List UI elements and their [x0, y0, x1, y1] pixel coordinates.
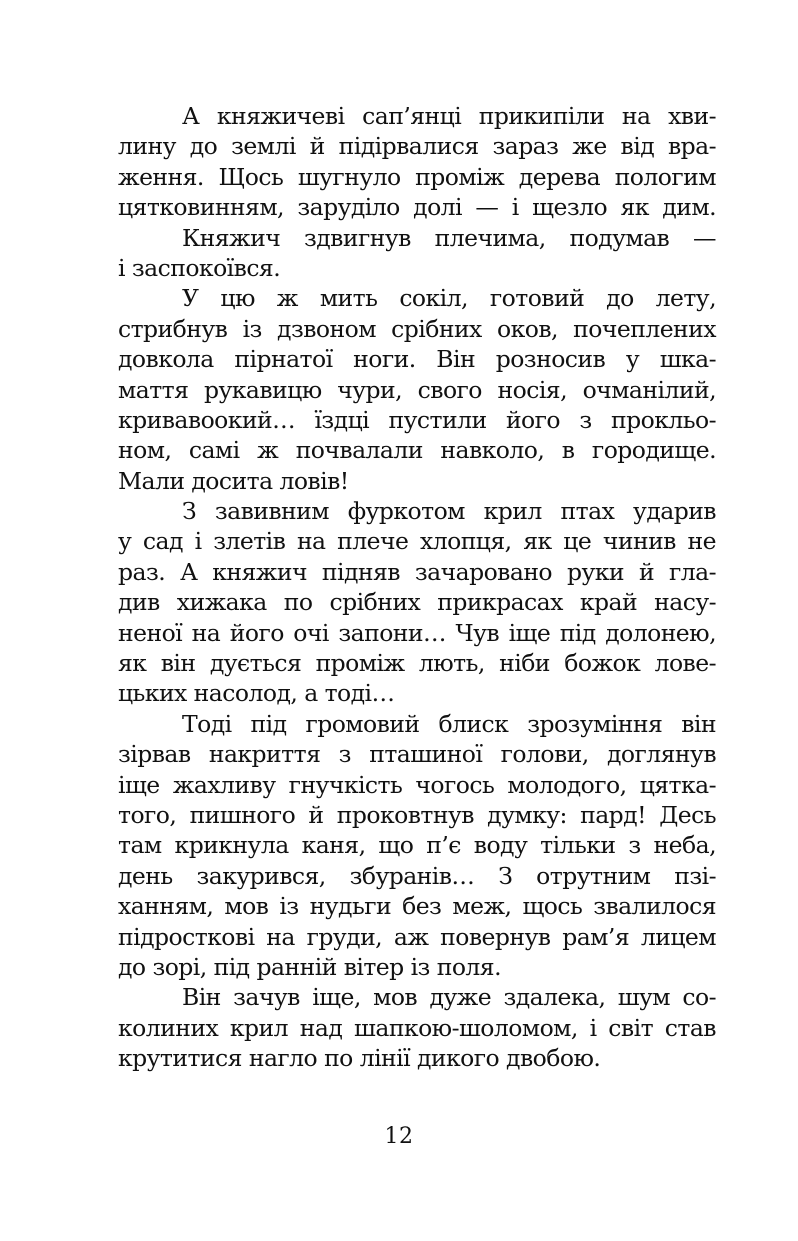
text-line: крутитися нагло по лінії дикого двобою. — [118, 1044, 601, 1073]
text-line: маття рукавицю чури, свого носія, очманілий, — [118, 375, 716, 404]
text-line: лину до землі й підірвалися зараз же від вра- — [118, 132, 716, 161]
text-line: ханням, мов із нудьги без меж, щось звалилося — [118, 892, 716, 921]
paragraph — [118, 223, 716, 284]
text-line: стрибнув із дзвоном срібних оков, почеплених — [118, 314, 716, 343]
text-line: довкола пірнатої ноги. Він розносив у шка- — [118, 345, 716, 374]
text-line: А княжичеві сап’янці прикипіли на хви- — [182, 102, 716, 130]
text-line: день закурився, збуранів… З отрутним пзі- — [118, 861, 716, 890]
paragraph — [118, 496, 716, 709]
text-line: того, пишного й проковтнув думку: пард! Десь — [118, 800, 716, 829]
text-line: підросткові на груди, аж повернув рам’я лицем — [118, 922, 716, 951]
text-line: і заспокоївся. — [118, 253, 281, 282]
text-line: як він дується проміж лють, ніби божок лове- — [118, 649, 716, 678]
text-line: у сад і злетів на плече хлопця, як це чинив не — [118, 527, 716, 556]
paragraph — [118, 982, 716, 1073]
text-line: Він зачув іще, мов дуже здалека, шум со- — [182, 983, 716, 1012]
text-line: раз. А княжич підняв зачаровано руки й гла- — [118, 557, 716, 586]
text-line: там крикнула каня, що п’є воду тільки з неба, — [118, 831, 716, 860]
text-line: зірвав накриття з пташиної голови, доглянув — [118, 740, 716, 769]
text-line: цятковинням, заруділо долі — і щезло як дим. — [118, 193, 716, 222]
body-text — [118, 101, 716, 1074]
paragraph — [118, 709, 716, 983]
paragraph — [118, 283, 716, 496]
text-line: кривавоокий… їздці пустили його з прокльо- — [118, 405, 716, 434]
paragraph — [118, 101, 716, 223]
text-line: цьких насолод, а тоді… — [118, 679, 395, 708]
text-line: Тоді під громовий блиск зрозуміння він — [182, 709, 716, 738]
text-line: див хижака по срібних прикрасах край насу- — [118, 588, 716, 617]
text-line: колиних крил над шапкою-шоломом, і світ став — [118, 1013, 716, 1042]
text-line: неної на його очі запони… Чув іще під долонею, — [118, 618, 716, 647]
text-line: іще жахливу гнучкість чогось молодого, цятка- — [118, 770, 716, 799]
page-number: 12 — [384, 1124, 414, 1149]
text-line: ном, самі ж почвалали навколо, в городище. — [118, 436, 716, 465]
text-line: Княжич здвигнув плечима, подумав — — [182, 223, 716, 252]
text-line: до зорі, під ранній вітер із поля. — [118, 952, 502, 981]
text-line: З завивним фуркотом крил птах ударив — [182, 497, 716, 526]
text-line: У цю ж мить сокіл, готовий до лету, — [182, 284, 716, 313]
text-line: ження. Щось шугнуло проміж дерева пологим — [118, 162, 716, 191]
text-line: Мали досита ловів! — [118, 466, 349, 495]
